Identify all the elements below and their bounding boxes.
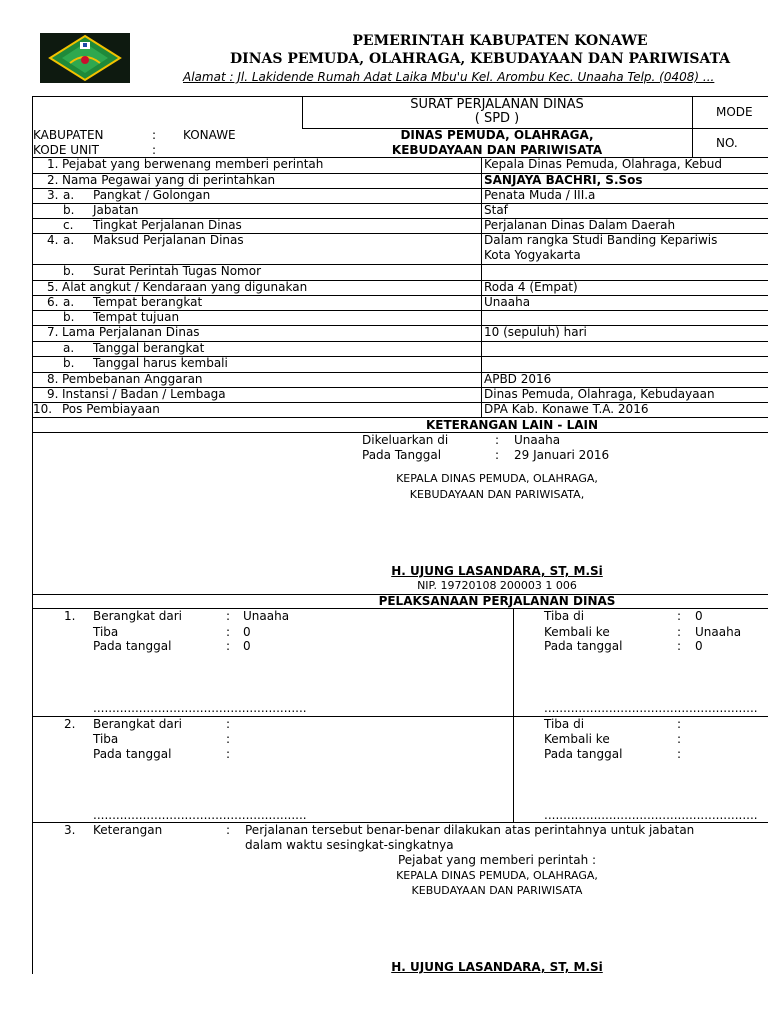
divider [692,96,693,158]
pejabat-jabatan2: KEBUDAYAAN DAN PARIWISATA [411,884,583,897]
row-label: Tingkat Perjalanan Dinas [93,218,242,232]
row-label: Pangkat / Golongan [93,188,211,202]
row-sub-letter: b. [63,356,75,370]
section1-number: 1. [64,609,76,623]
row-number: 10. [33,402,53,416]
kode-unit-colon: : [152,143,157,157]
s1-tanggal-label: Pada tanggal [93,639,172,653]
s1-kembali-value: Unaaha [695,625,742,639]
signature-dots: ........................................................ [93,701,307,715]
row-value: Dalam rangka Studi Banding Kepariwis [484,233,718,247]
dinas-name-line2: KEBUDAYAAN DAN PARIWISATA [391,143,603,157]
kabupaten-colon: : [152,128,157,142]
s1-colon: : [677,609,682,623]
kabupaten-value: KONAWE [183,128,236,142]
row-sub-letter: b. [63,264,75,278]
row-value: DPA Kab. Konawe T.A. 2016 [484,402,649,416]
header-address: Alamat : Jl. Lakidende Rumah Adat Laika Mbu'u Kel. Arombu Kec. Unaaha Telp. (0408) ... [183,70,715,84]
signer-nip: NIP. 19720108 200003 1 006 [417,579,577,592]
row-number: 3. [47,188,59,202]
row-label: Pos Pembiayaan [62,402,160,416]
s2-colon: : [226,717,231,731]
row-label: Maksud Perjalanan Dinas [93,233,244,247]
row-sub-letter: a. [63,295,75,309]
pejabat-jabatan1: KEPALA DINAS PEMUDA, OLAHRAGA, [396,869,598,882]
kabupaten-label: KABUPATEN [33,128,104,142]
s1-tanggal-value: 0 [243,639,251,653]
s2-colon: : [677,732,682,746]
row-sub-letter: a. [63,188,75,202]
s1-tiba-di-value: 0 [695,609,703,623]
table-left-border [32,96,33,974]
row-number: 6. [47,295,59,309]
row-label: Lama Perjalanan Dinas [62,325,200,339]
row-number: 4. [47,233,59,247]
row-value: Roda 4 (Empat) [484,280,578,294]
signature-dots: ........................................................ [544,808,758,822]
s3-text-line1: Perjalanan tersebut benar-benar dilakukan atas perintahnya untuk jabatan [245,823,695,837]
s2-berangkat-label: Berangkat dari [93,717,182,731]
row-number: 5. [47,280,59,294]
row-label: Alat angkut / Kendaraan yang digunakan [62,280,308,294]
tanggal-colon: : [495,448,500,462]
row-sub-letter: b. [63,310,75,324]
s1-tiba-di-label: Tiba di [544,609,585,623]
s1-berangkat-label: Berangkat dari [93,609,182,623]
s1-colon: : [677,625,682,639]
row-sub-letter: b. [63,203,75,217]
row-label: Tanggal berangkat [93,341,205,355]
s2-colon: : [677,717,682,731]
s1-kembali-label: Kembali ke [544,625,610,639]
s1-colon: : [226,639,231,653]
s2-colon: : [677,747,682,761]
pejabat-label: Pejabat yang memberi perintah : [397,853,597,867]
row-label: Pejabat yang berwenang memberi perintah [62,157,324,171]
divider [481,157,482,417]
row-label: Jabatan [93,203,139,217]
row-label: Tempat tujuan [93,310,180,324]
row-number: 7. [47,325,59,339]
row-value: Dinas Pemuda, Olahraga, Kebudayaan [484,387,715,401]
s2-tiba-di-label: Tiba di [544,717,585,731]
jabatan-line2: KEBUDAYAAN DAN PARIWISATA, [409,488,585,501]
row-value-line2: Kota Yogyakarta [484,248,581,262]
header-line2: DINAS PEMUDA, OLAHRAGA, KEBUDAYAAN DAN PARIWISATA [230,51,731,67]
row-label: Tempat berangkat [93,295,203,309]
spd-title: SURAT PERJALANAN DINAS [410,97,584,112]
row-sub-letter: a. [63,233,75,247]
row-label: Instansi / Badan / Lembaga [62,387,226,401]
s1-colon: : [226,625,231,639]
s2-colon: : [226,747,231,761]
row-value: Penata Muda / III.a [484,188,596,202]
signature-dots: ........................................................ [544,701,758,715]
section3-number: 3. [64,823,76,837]
s1-r-tanggal-value: 0 [695,639,703,653]
s1-colon: : [226,609,231,623]
row-sub-letter: a. [63,341,75,355]
s1-colon: : [677,639,682,653]
row-value: Kepala Dinas Pemuda, Olahraga, Kebud [484,157,722,171]
keterangan-title: KETERANGAN LAIN - LAIN [425,418,599,432]
row-value: APBD 2016 [484,372,552,386]
dikeluarkan-label: Dikeluarkan di [362,433,449,447]
s2-colon: : [226,732,231,746]
no-label: NO. [716,136,738,150]
tanggal-value: 29 Januari 2016 [514,448,610,462]
s2-tiba-label: Tiba [93,732,119,746]
jabatan-line1: KEPALA DINAS PEMUDA, OLAHRAGA, [396,472,598,485]
row-number: 9. [47,387,59,401]
row-value: Perjalanan Dinas Dalam Daerah [484,218,676,232]
s3-keterangan-label: Keterangan [93,823,163,837]
header-line1: PEMERINTAH KABUPATEN KONAWE [352,33,648,49]
pelaksanaan-title: PELAKSANAAN PERJALANAN DINAS [378,594,616,608]
konawe-logo [40,33,130,83]
row-divider [32,203,768,204]
model-label: MODE [716,105,753,119]
row-value: Staf [484,203,508,217]
s3-colon: : [226,823,231,837]
row-label: Nama Pegawai yang di perintahkan [62,173,276,187]
s3-text-line2: dalam waktu sesingkat-singkatnya [245,838,454,852]
pejabat-signer-name: H. UJUNG LASANDARA, ST, M.Si [391,960,603,974]
kode-unit-label: KODE UNIT [33,143,99,157]
row-value: SANJAYA BACHRI, S.Sos [484,173,643,187]
s2-kembali-label: Kembali ke [544,732,610,746]
signature-dots: ........................................................ [93,808,307,822]
row-label: Surat Perintah Tugas Nomor [93,264,262,278]
row-value: 10 (sepuluh) hari [484,325,587,339]
s1-berangkat-value: Unaaha [243,609,290,623]
signer-name: H. UJUNG LASANDARA, ST, M.Si [391,564,603,578]
spd-subtitle: ( SPD ) [474,111,520,126]
dinas-name-line1: DINAS PEMUDA, OLAHRAGA, [400,128,594,142]
tanggal-label: Pada Tanggal [362,448,442,462]
row-number: 8. [47,372,59,386]
s1-r-tanggal-label: Pada tanggal [544,639,623,653]
row-number: 1. [47,157,59,171]
dikeluarkan-value: Unaaha [514,433,561,447]
row-sub-letter: c. [63,218,74,232]
s2-r-tanggal-label: Pada tanggal [544,747,623,761]
row-label: Tanggal harus kembali [93,356,228,370]
section2-number: 2. [64,717,76,731]
s1-tiba-label: Tiba [93,625,119,639]
row-label: Pembebanan Anggaran [62,372,203,386]
row-number: 2. [47,173,59,187]
s2-tanggal-label: Pada tanggal [93,747,172,761]
divider [513,608,514,822]
dikeluarkan-colon: : [495,433,500,447]
s1-tiba-value: 0 [243,625,251,639]
row-value: Unaaha [484,295,531,309]
